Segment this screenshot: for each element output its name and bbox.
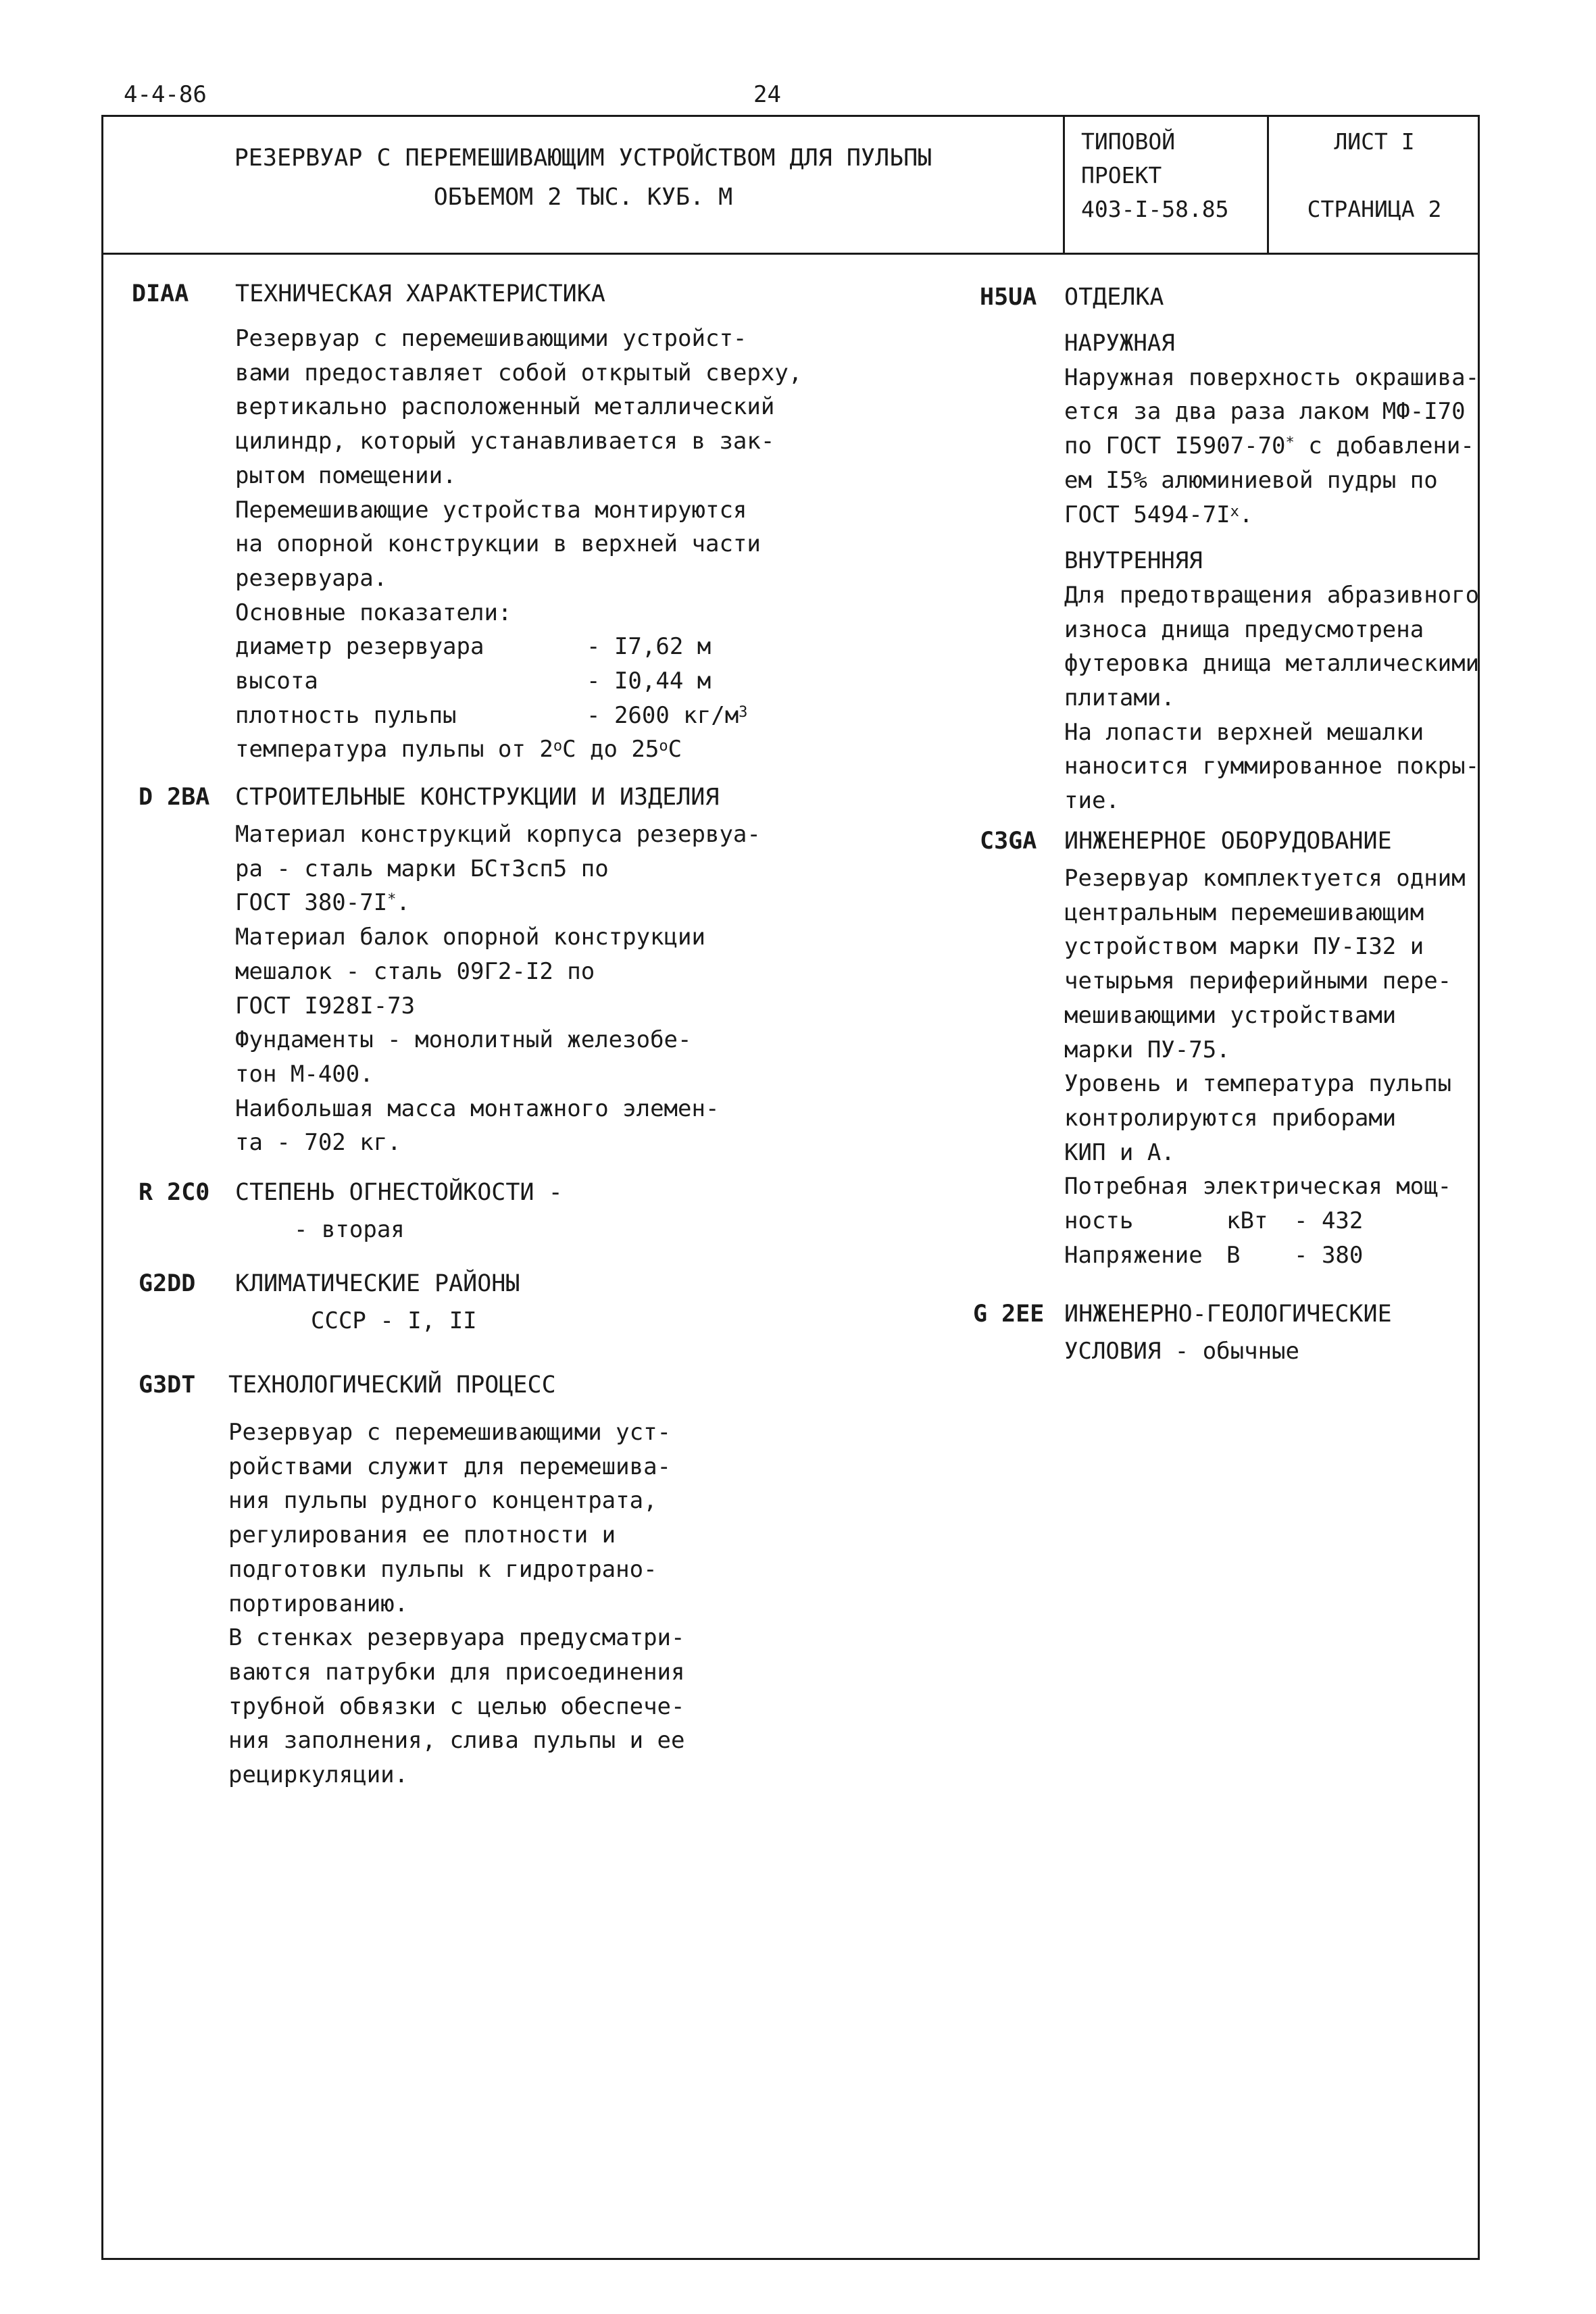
text-line: Резервуар комплектуется одним <box>1064 865 1466 892</box>
page-label: СТРАНИЦА 2 <box>1307 196 1442 222</box>
param-value: - 2600 $кг/м^3$ <box>587 701 748 729</box>
text-line: мешивающими устройствами <box>1064 1001 1397 1029</box>
section-heading: ИНЖЕНЕРНО-ГЕОЛОГИЧЕСКИЕ <box>1064 1301 1392 1328</box>
text-line: марки ПУ-75. <box>1064 1036 1230 1063</box>
param-name: высота <box>235 668 318 695</box>
doc-title-line1: РЕЗЕРВУАР С ПЕРЕМЕШИВАЮЩИМ УСТРОЙСТВОМ ДЛЯ ПУЛЬПЫ <box>234 145 932 172</box>
subheading: ВНУТРЕННЯЯ <box>1064 547 1203 575</box>
text-line: резервуара. <box>235 564 388 592</box>
temperature-line: температура пульпы от 2$^o$С до 25$^o$С <box>235 736 682 763</box>
section-code: G2DD <box>139 1270 196 1297</box>
section-heading: ИНЖЕНЕРНОЕ ОБОРУДОВАНИЕ <box>1064 828 1392 855</box>
text-line: ГОСТ $5494-7I^x$. <box>1064 501 1253 528</box>
text-line: ем I5% алюминиевой пудры по <box>1064 466 1438 494</box>
section-code: D 2BA <box>139 784 210 811</box>
text-line: Уровень и температура пульпы <box>1064 1070 1452 1098</box>
text-line: Материал конструкций корпуса резервуа- <box>235 821 761 848</box>
text-line: вами предоставляет собой открытый сверху, <box>235 359 803 386</box>
section-heading: СТЕПЕНЬ ОГНЕСТОЙКОСТИ - <box>235 1179 563 1206</box>
project-label-1: ТИПОВОЙ <box>1081 128 1176 155</box>
section-code: C3GA <box>980 828 1037 855</box>
text-line: вертикально расположенный металлический <box>235 393 775 421</box>
param-name: диаметр резервуара <box>235 633 484 661</box>
text-line: На лопасти верхней мешалки <box>1064 718 1424 746</box>
text-line: рытом помещении. <box>235 461 457 489</box>
section-value: - вторая <box>294 1216 405 1243</box>
text-line: тие. <box>1064 787 1120 815</box>
section-value: УСЛОВИЯ - обычные <box>1064 1338 1299 1365</box>
section-body <box>228 1415 685 1792</box>
text-line: трубной обвязки с целью обеспече- <box>228 1692 685 1720</box>
section-code: R 2C0 <box>139 1179 210 1206</box>
text-line: регулирования ее плотности и <box>228 1521 616 1549</box>
project-label-2: ПРОЕКТ <box>1081 162 1162 188</box>
text-line: по ГОСТ I5907-70* с добавлени- <box>1064 432 1474 460</box>
text-line: ГОСТ 380-7I*. <box>235 889 410 917</box>
text-line: Фундаменты - монолитный железобе- <box>235 1026 692 1054</box>
section-body <box>235 818 761 1160</box>
text-line: контролируются приборами <box>1064 1104 1397 1132</box>
text-line: четырьмя периферийными пере- <box>1064 967 1452 995</box>
section-code: G3DT <box>139 1372 196 1399</box>
section-code: H5UA <box>980 284 1037 311</box>
text-line: ния пульпы рудного концентрата, <box>228 1487 657 1515</box>
text-line: тон М-400. <box>235 1060 374 1088</box>
project-number: 403-I-58.85 <box>1081 196 1229 222</box>
section-heading: СТРОИТЕЛЬНЫЕ КОНСТРУКЦИИ И ИЗДЕЛИЯ <box>235 784 720 811</box>
param-row <box>235 664 802 699</box>
text-line: плитами. <box>1064 684 1175 712</box>
section-heading: ОТДЕЛКА <box>1064 284 1164 311</box>
text-line: портированию. <box>228 1590 409 1617</box>
subheading: НАРУЖНАЯ <box>1064 330 1175 357</box>
text-line: ется за два раза лаком МФ-I70 <box>1064 398 1466 426</box>
text-line: ния заполнения, слива пульпы и ее <box>228 1727 685 1755</box>
text-line: та - 702 кг. <box>235 1129 401 1157</box>
text-line: мешалок - сталь 09Г2-I2 по <box>235 957 595 985</box>
doc-code: 4-4-86 <box>124 81 207 108</box>
section-code: DIAA <box>132 280 189 307</box>
text-line: подготовки пульпы к гидротрано- <box>228 1555 657 1583</box>
title-divider-1 <box>1063 115 1065 255</box>
text-line: ГОСТ I928I-73 <box>235 992 416 1020</box>
text-line: Резервуар с перемешивающими устройст- <box>235 325 747 352</box>
section-code: G 2EE <box>973 1301 1045 1328</box>
section-body <box>235 322 802 767</box>
section-heading: ТЕХНОЛОГИЧЕСКИЙ ПРОЦЕСС <box>228 1372 556 1399</box>
sheet-number: ЛИСТ I <box>1334 128 1415 155</box>
text-line: рециркуляции. <box>228 1761 409 1789</box>
section-body <box>1064 861 1466 1272</box>
page-number: 24 <box>753 81 781 108</box>
text-line: Основные показатели: <box>235 599 512 626</box>
text-line: Наибольшая масса монтажного элемен- <box>235 1095 720 1122</box>
text-line: КИП и А. <box>1064 1138 1175 1166</box>
text-line: центральным перемешивающим <box>1064 899 1424 926</box>
text-line: Резервуар с перемешивающими уст- <box>228 1419 672 1446</box>
param-row <box>235 630 802 664</box>
doc-title-line2: ОБЪЕМОМ 2 ТЫС. КУБ. М <box>433 184 733 211</box>
text-line: ра - сталь марки БСт3сп5 по <box>235 855 609 882</box>
text-line: Материал балок опорной конструкции <box>235 924 705 951</box>
section-value: СССР - I, II <box>311 1307 477 1334</box>
text-line: футеровка днища металлическими <box>1064 650 1480 678</box>
section-body <box>1064 326 1479 818</box>
text-line: Перемешивающие устройства монтируются <box>235 496 747 524</box>
text-line: износа днища предусмотрена <box>1064 615 1424 643</box>
text-line: цилиндр, который устанавливается в зак- <box>235 428 775 455</box>
text-line: на опорной конструкции в верхней части <box>235 530 761 558</box>
param-value: - I7,62 м <box>587 633 712 661</box>
param-row <box>235 699 802 733</box>
voltage-row: Напряжение В - 380 <box>1064 1241 1364 1269</box>
text-line: наносится гуммированное покры- <box>1064 753 1480 780</box>
power-row: ность кВт - 432 <box>1064 1207 1364 1235</box>
section-heading: ТЕХНИЧЕСКАЯ ХАРАКТЕРИСТИКА <box>235 280 605 307</box>
param-name: плотность пульпы <box>235 701 457 729</box>
text-line: Наружная поверхность окрашива- <box>1064 363 1480 391</box>
text-line: устройством марки ПУ-I32 и <box>1064 933 1424 961</box>
text-line: ройствами служит для перемешива- <box>228 1453 672 1480</box>
text-line: В стенках резервуара предусматри- <box>228 1624 685 1652</box>
text-line: Потребная электрическая мощ- <box>1064 1173 1452 1201</box>
text-line: Для предотвращения абразивного <box>1064 581 1480 609</box>
param-value: - I0,44 м <box>587 668 712 695</box>
section-heading: КЛИМАТИЧЕСКИЕ РАЙОНЫ <box>235 1270 520 1297</box>
text-line: ваются патрубки для присоединения <box>228 1658 685 1686</box>
